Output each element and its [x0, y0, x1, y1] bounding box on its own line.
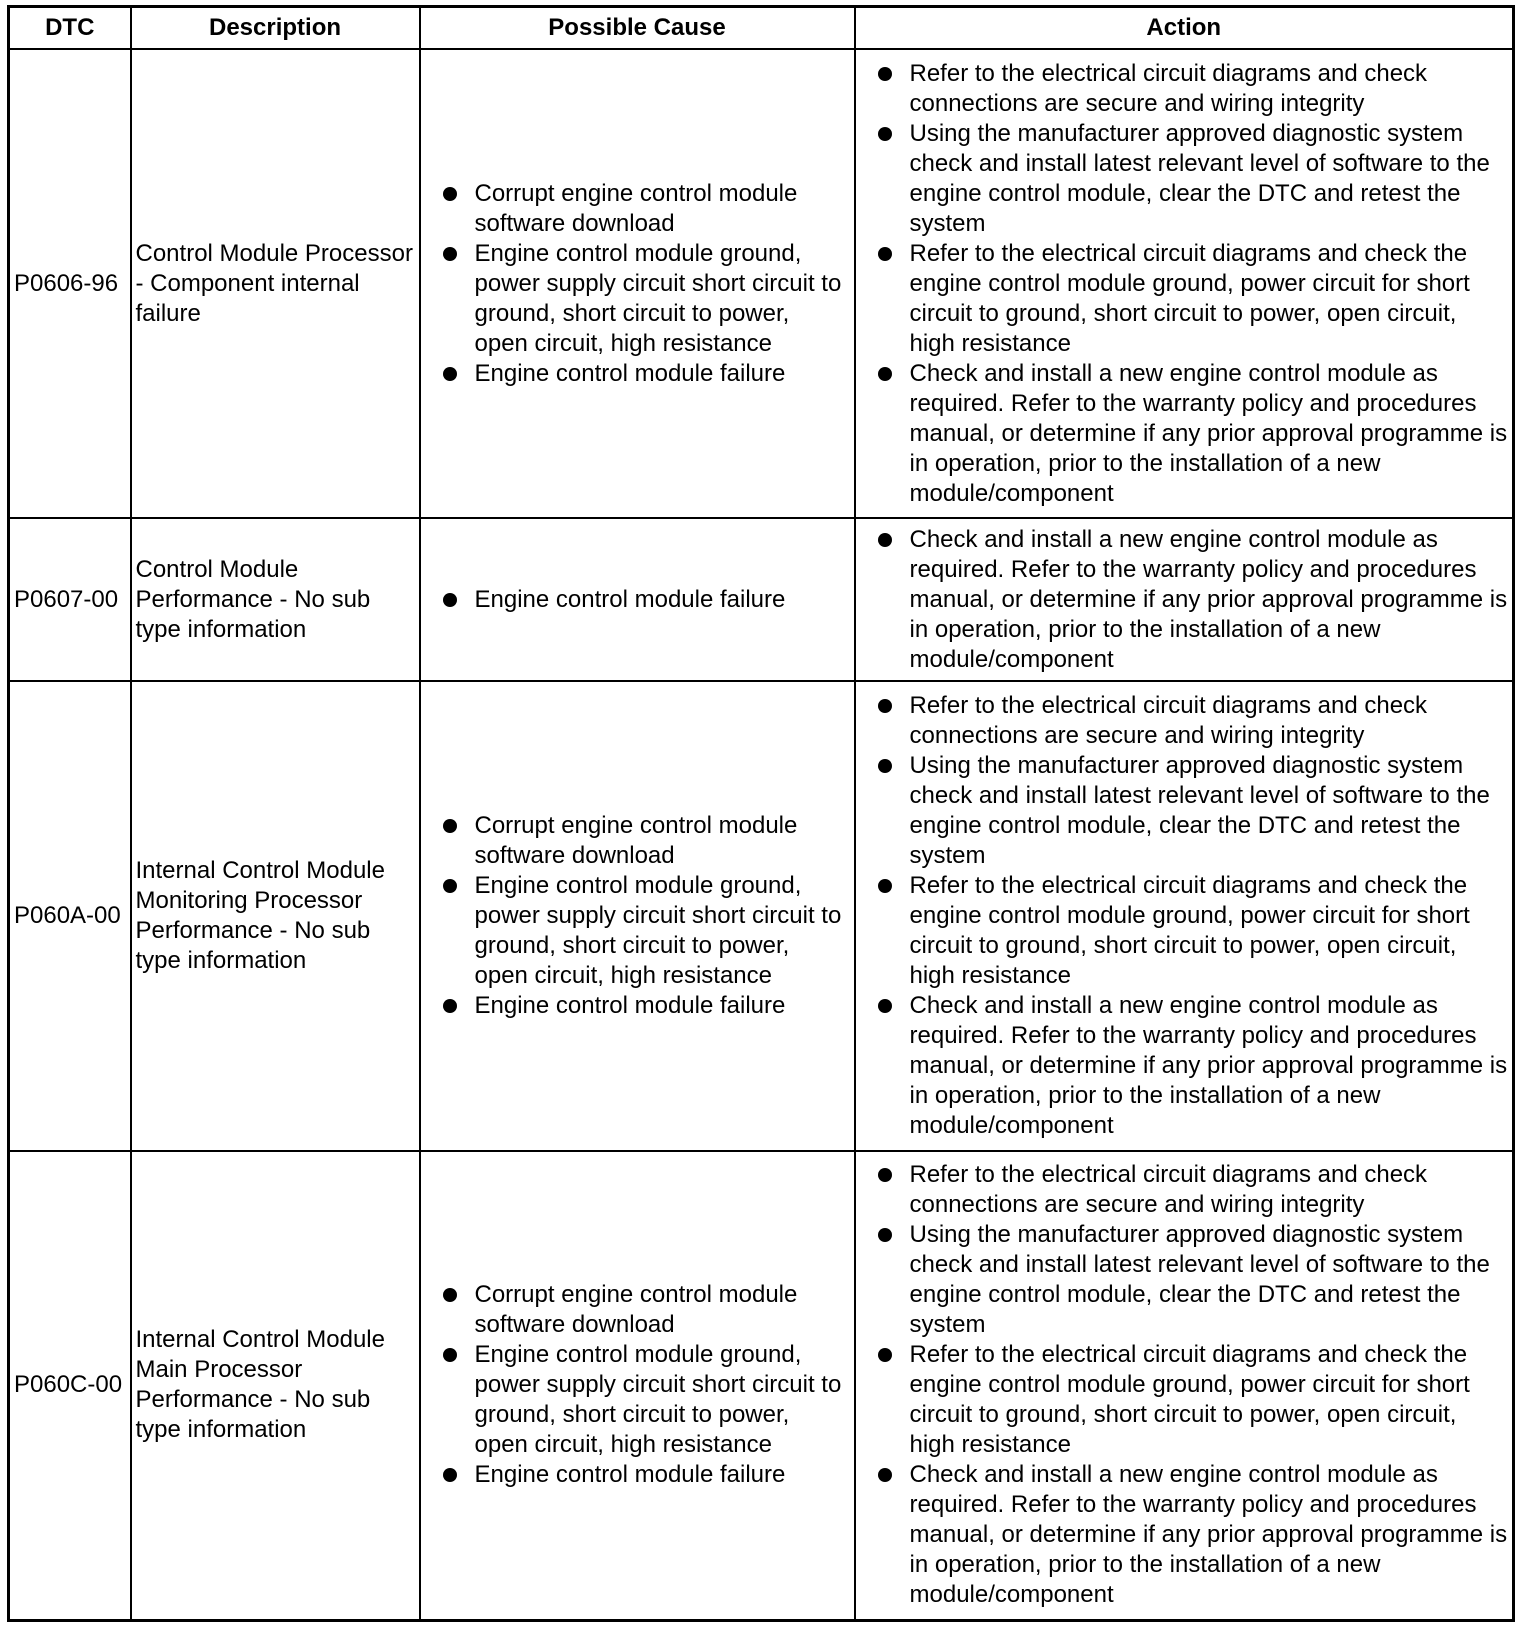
cause-item — [441, 359, 848, 389]
dtc-table — [7, 5, 1515, 1622]
possible-cause-cell — [420, 49, 855, 518]
cause-item-text: Engine control module failure — [474, 1461, 786, 1489]
action-item — [876, 1220, 1509, 1340]
action-item — [876, 359, 1509, 509]
action-item-text: Using the manufacturer approved diagnostic system check and install latest relevant level of software to the engine control module, clear the DTC and retest the system — [909, 751, 1490, 869]
bullet-icon — [443, 367, 457, 381]
action-cell — [855, 1151, 1514, 1621]
table-row — [9, 681, 1514, 1150]
table-row — [9, 518, 1514, 681]
bullet-icon — [878, 127, 892, 141]
bullet-icon — [443, 247, 457, 261]
bullet-icon — [878, 1348, 892, 1362]
cause-item — [441, 179, 848, 239]
cause-list — [441, 585, 848, 615]
bullet-icon — [878, 699, 892, 713]
cause-list — [441, 179, 848, 389]
action-item-text: Refer to the electrical circuit diagrams and check connections are secure and wiring integrity — [909, 59, 1428, 117]
dtc-code: P0607-00 — [9, 518, 131, 681]
cause-item — [441, 811, 848, 871]
action-cell — [855, 518, 1514, 681]
bullet-icon — [443, 593, 457, 607]
bullet-icon — [878, 999, 892, 1013]
action-item-text: Check and install a new engine control module as required. Refer to the warranty policy and procedures manual, or determine if any prior approval programme is in operation, prior to the installation of a new module/component — [909, 525, 1508, 673]
cause-item — [441, 585, 848, 615]
bullet-icon — [878, 879, 892, 893]
table-body — [9, 49, 1514, 1621]
action-item — [876, 119, 1509, 239]
cause-list — [441, 1280, 848, 1490]
bullet-icon — [878, 533, 892, 547]
action-item — [876, 1160, 1509, 1220]
action-item-text: Using the manufacturer approved diagnostic system check and install latest relevant level of software to the engine control module, clear the DTC and retest the system — [909, 1221, 1490, 1339]
cause-item-text: Engine control module ground, power supply circuit short circuit to ground, short circuit to power, open circuit, high resistance — [474, 239, 842, 357]
cause-item — [441, 991, 848, 1021]
action-item-text: Using the manufacturer approved diagnostic system check and install latest relevant level of software to the engine control module, clear the DTC and retest the system — [909, 119, 1490, 237]
action-list — [876, 1160, 1509, 1610]
cause-item — [441, 871, 848, 991]
possible-cause-cell — [420, 518, 855, 681]
table-header-row — [9, 7, 1514, 50]
header-action: Action — [855, 7, 1514, 50]
cause-item-text: Engine control module failure — [474, 359, 786, 387]
cause-item — [441, 1340, 848, 1460]
dtc-description: Internal Control Module Monitoring Processor Performance - No sub type information — [131, 681, 420, 1150]
cause-item — [441, 239, 848, 359]
action-item-text: Refer to the electrical circuit diagrams and check the engine control module ground, power circuit for short circuit to ground, short circuit to power, open circuit, high resistance — [909, 1341, 1470, 1459]
action-item-text: Check and install a new engine control module as required. Refer to the warranty policy and procedures manual, or determine if any prior approval programme is in operation, prior to the installation of a new module/component — [909, 1461, 1508, 1609]
dtc-description: Control Module Processor - Component internal failure — [131, 49, 420, 518]
dtc-description: Internal Control Module Main Processor Performance - No sub type information — [131, 1151, 420, 1621]
bullet-icon — [878, 759, 892, 773]
possible-cause-cell — [420, 1151, 855, 1621]
bullet-icon — [878, 1168, 892, 1182]
action-item — [876, 991, 1509, 1141]
action-item-text: Refer to the electrical circuit diagrams and check the engine control module ground, power circuit for short circuit to ground, short circuit to power, open circuit, high resistance — [909, 871, 1470, 989]
bullet-icon — [878, 1228, 892, 1242]
dtc-code: P060A-00 — [9, 681, 131, 1150]
action-item — [876, 691, 1509, 751]
action-list — [876, 59, 1509, 509]
action-item — [876, 525, 1509, 675]
header-dtc: DTC — [9, 7, 131, 50]
cause-item — [441, 1280, 848, 1340]
action-item-text: Refer to the electrical circuit diagrams and check connections are secure and wiring integrity — [909, 1161, 1428, 1219]
cause-item-text: Engine control module failure — [474, 585, 786, 613]
bullet-icon — [443, 1288, 457, 1302]
cause-list — [441, 811, 848, 1021]
cause-item-text: Engine control module failure — [474, 991, 786, 1019]
action-cell — [855, 681, 1514, 1150]
action-item — [876, 239, 1509, 359]
cause-item-text: Corrupt engine control module software download — [474, 1281, 798, 1339]
dtc-page — [7, 5, 1512, 1622]
bullet-icon — [878, 247, 892, 261]
action-item — [876, 1460, 1509, 1610]
bullet-icon — [443, 187, 457, 201]
action-list — [876, 691, 1509, 1141]
action-item — [876, 871, 1509, 991]
action-item — [876, 59, 1509, 119]
table-row — [9, 1151, 1514, 1621]
action-list — [876, 525, 1509, 675]
action-cell — [855, 49, 1514, 518]
cause-item-text: Engine control module ground, power supply circuit short circuit to ground, short circuit to power, open circuit, high resistance — [474, 1341, 842, 1459]
header-description: Description — [131, 7, 420, 50]
table-row — [9, 49, 1514, 518]
bullet-icon — [878, 67, 892, 81]
bullet-icon — [443, 999, 457, 1013]
action-item-text: Check and install a new engine control module as required. Refer to the warranty policy and procedures manual, or determine if any prior approval programme is in operation, prior to the installation of a new module/component — [909, 359, 1508, 507]
dtc-code: P060C-00 — [9, 1151, 131, 1621]
action-item — [876, 751, 1509, 871]
cause-item — [441, 1460, 848, 1490]
bullet-icon — [443, 1468, 457, 1482]
action-item-text: Refer to the electrical circuit diagrams and check connections are secure and wiring integrity — [909, 691, 1428, 749]
action-item-text: Refer to the electrical circuit diagrams and check the engine control module ground, power circuit for short circuit to ground, short circuit to power, open circuit, high resistance — [909, 239, 1470, 357]
dtc-code: P0606-96 — [9, 49, 131, 518]
bullet-icon — [443, 879, 457, 893]
bullet-icon — [878, 1468, 892, 1482]
possible-cause-cell — [420, 681, 855, 1150]
bullet-icon — [443, 1348, 457, 1362]
bullet-icon — [878, 367, 892, 381]
header-possible-cause: Possible Cause — [420, 7, 855, 50]
cause-item-text: Corrupt engine control module software download — [474, 811, 798, 869]
dtc-description: Control Module Performance - No sub type information — [131, 518, 420, 681]
bullet-icon — [443, 819, 457, 833]
cause-item-text: Corrupt engine control module software download — [474, 179, 798, 237]
action-item — [876, 1340, 1509, 1460]
cause-item-text: Engine control module ground, power supply circuit short circuit to ground, short circuit to power, open circuit, high resistance — [474, 871, 842, 989]
action-item-text: Check and install a new engine control module as required. Refer to the warranty policy and procedures manual, or determine if any prior approval programme is in operation, prior to the installation of a new module/component — [909, 991, 1508, 1139]
